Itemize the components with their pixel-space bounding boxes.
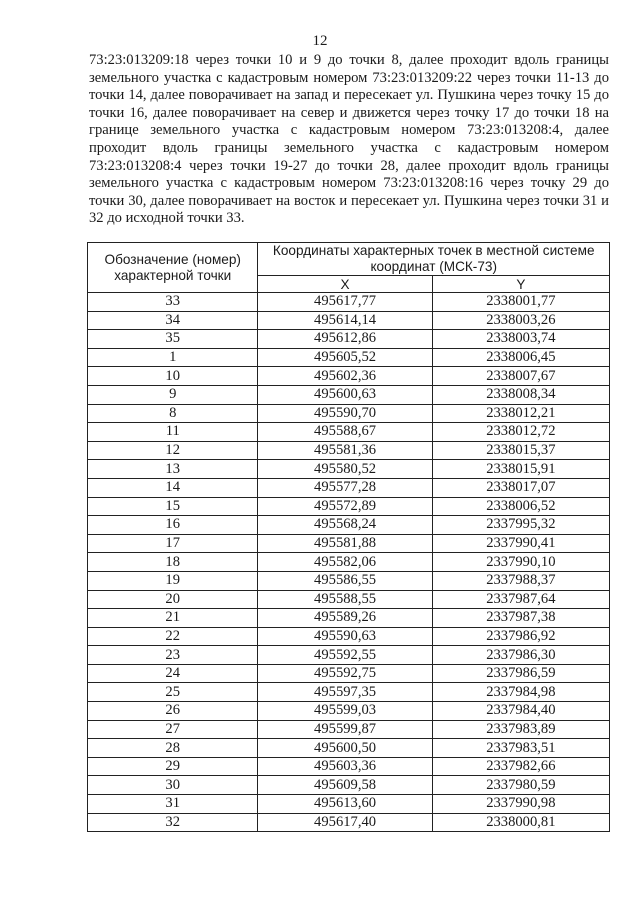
header-y: Y [432, 276, 609, 293]
table-row [88, 330, 610, 349]
x-coordinate-cell: 495617,40 [258, 813, 432, 832]
y-coordinate-cell: 2337990,41 [432, 534, 609, 553]
point-number-cell: 10 [88, 367, 258, 386]
table-row [88, 534, 610, 553]
point-number-cell: 13 [88, 460, 258, 479]
y-coordinate-cell: 2337983,89 [432, 720, 609, 739]
point-number-cell: 18 [88, 553, 258, 572]
y-coordinate-cell: 2337986,92 [432, 627, 609, 646]
table-row [88, 293, 610, 312]
point-number-cell: 1 [88, 348, 258, 367]
table-row [88, 776, 610, 795]
table-row [88, 423, 610, 442]
table-row [88, 311, 610, 330]
table-row [88, 460, 610, 479]
table-row [88, 404, 610, 423]
point-number-cell: 21 [88, 609, 258, 628]
x-coordinate-cell: 495588,55 [258, 590, 432, 609]
point-number-cell: 20 [88, 590, 258, 609]
x-coordinate-cell: 495590,70 [258, 404, 432, 423]
x-coordinate-cell: 495580,52 [258, 460, 432, 479]
point-number-cell: 15 [88, 497, 258, 516]
table-row [88, 553, 610, 572]
x-coordinate-cell: 495597,35 [258, 683, 432, 702]
y-coordinate-cell: 2338003,74 [432, 330, 609, 349]
table-row [88, 664, 610, 683]
y-coordinate-cell: 2338006,52 [432, 497, 609, 516]
table-row [88, 441, 610, 460]
x-coordinate-cell: 495589,26 [258, 609, 432, 628]
y-coordinate-cell: 2337995,32 [432, 516, 609, 535]
point-number-cell: 27 [88, 720, 258, 739]
x-coordinate-cell: 495600,50 [258, 739, 432, 758]
point-number-cell: 14 [88, 478, 258, 497]
y-coordinate-cell: 2337982,66 [432, 757, 609, 776]
y-coordinate-cell: 2338012,72 [432, 423, 609, 442]
table-row [88, 516, 610, 535]
table-row [88, 627, 610, 646]
y-coordinate-cell: 2338007,67 [432, 367, 609, 386]
table-row [88, 813, 610, 832]
x-coordinate-cell: 495592,75 [258, 664, 432, 683]
x-coordinate-cell: 495612,86 [258, 330, 432, 349]
x-coordinate-cell: 495617,77 [258, 293, 432, 312]
table-row [88, 646, 610, 665]
y-coordinate-cell: 2337986,30 [432, 646, 609, 665]
point-number-cell: 29 [88, 757, 258, 776]
x-coordinate-cell: 495613,60 [258, 795, 432, 814]
table-row [88, 739, 610, 758]
table-row [88, 571, 610, 590]
point-number-cell: 19 [88, 571, 258, 590]
x-coordinate-cell: 495605,52 [258, 348, 432, 367]
y-coordinate-cell: 2338012,21 [432, 404, 609, 423]
x-coordinate-cell: 495599,03 [258, 702, 432, 721]
point-number-cell: 33 [88, 293, 258, 312]
point-number-cell: 12 [88, 441, 258, 460]
table-row [88, 497, 610, 516]
y-coordinate-cell: 2337987,64 [432, 590, 609, 609]
x-coordinate-cell: 495590,63 [258, 627, 432, 646]
x-coordinate-cell: 495572,89 [258, 497, 432, 516]
table-row [88, 702, 610, 721]
point-number-cell: 34 [88, 311, 258, 330]
y-coordinate-cell: 2338003,26 [432, 311, 609, 330]
table-row [88, 478, 610, 497]
x-coordinate-cell: 495581,88 [258, 534, 432, 553]
coordinates-table-body [88, 293, 610, 832]
y-coordinate-cell: 2337983,51 [432, 739, 609, 758]
x-coordinate-cell: 495609,58 [258, 776, 432, 795]
y-coordinate-cell: 2337988,37 [432, 571, 609, 590]
x-coordinate-cell: 495600,63 [258, 385, 432, 404]
table-row [88, 609, 610, 628]
table-row [88, 795, 610, 814]
point-number-cell: 8 [88, 404, 258, 423]
x-coordinate-cell: 495586,55 [258, 571, 432, 590]
y-coordinate-cell: 2338000,81 [432, 813, 609, 832]
x-coordinate-cell: 495588,67 [258, 423, 432, 442]
point-number-cell: 16 [88, 516, 258, 535]
table-row [88, 385, 610, 404]
y-coordinate-cell: 2338008,34 [432, 385, 609, 404]
x-coordinate-cell: 495581,36 [258, 441, 432, 460]
header-point-id: Обозначение (номер) характерной точки [88, 243, 258, 293]
y-coordinate-cell: 2337986,59 [432, 664, 609, 683]
y-coordinate-cell: 2337984,98 [432, 683, 609, 702]
point-number-cell: 24 [88, 664, 258, 683]
header-coordinates: Координаты характерных точек в местной системе координат (МСК-73) [258, 243, 610, 276]
x-coordinate-cell: 495614,14 [258, 311, 432, 330]
header-x: X [258, 276, 432, 293]
x-coordinate-cell: 495582,06 [258, 553, 432, 572]
x-coordinate-cell: 495568,24 [258, 516, 432, 535]
x-coordinate-cell: 495603,36 [258, 757, 432, 776]
x-coordinate-cell: 495592,55 [258, 646, 432, 665]
point-number-cell: 35 [88, 330, 258, 349]
y-coordinate-cell: 2337984,40 [432, 702, 609, 721]
point-number-cell: 25 [88, 683, 258, 702]
y-coordinate-cell: 2338017,07 [432, 478, 609, 497]
table-row [88, 348, 610, 367]
table-row [88, 683, 610, 702]
point-number-cell: 31 [88, 795, 258, 814]
point-number-cell: 26 [88, 702, 258, 721]
y-coordinate-cell: 2338001,77 [432, 293, 609, 312]
page-number: 12 [312, 33, 328, 49]
y-coordinate-cell: 2337990,10 [432, 553, 609, 572]
coordinates-table [87, 242, 610, 832]
x-coordinate-cell: 495577,28 [258, 478, 432, 497]
body-paragraph: 73:23:013209:18 через точки 10 и 9 до точки 8, далее проходит вдоль границы земельного участка с кадастровым номером 73:23:013209:22 через точки 11-13 до точки 14, далее поворачивает на запад и пересекает ул. Пушкина через точку 15 до точки 16, далее поворачивает на север и движется через точку 17 до точки 18 на границе земельного участка с кадастровым номером 73:23:013208:4, далее проходит вдоль границы земельного участка с кадастровым номером 73:23:013208:4 через точки 19-27 до точки 28, далее проходит вдоль границы земельного участка с кадастровым номером 73:23:013208:16 через точку 29 до точки 30, далее поворачивает на восток и пересекает ул. Пушкина через точки 31 и 32 до исходной точки 33. [89, 52, 609, 227]
point-number-cell: 11 [88, 423, 258, 442]
x-coordinate-cell: 495599,87 [258, 720, 432, 739]
point-number-cell: 22 [88, 627, 258, 646]
y-coordinate-cell: 2338015,91 [432, 460, 609, 479]
table-row [88, 367, 610, 386]
point-number-cell: 17 [88, 534, 258, 553]
y-coordinate-cell: 2337987,38 [432, 609, 609, 628]
point-number-cell: 32 [88, 813, 258, 832]
point-number-cell: 28 [88, 739, 258, 758]
x-coordinate-cell: 495602,36 [258, 367, 432, 386]
y-coordinate-cell: 2337980,59 [432, 776, 609, 795]
table-row [88, 757, 610, 776]
y-coordinate-cell: 2338015,37 [432, 441, 609, 460]
table-row [88, 590, 610, 609]
table-row [88, 720, 610, 739]
point-number-cell: 9 [88, 385, 258, 404]
y-coordinate-cell: 2337990,98 [432, 795, 609, 814]
point-number-cell: 23 [88, 646, 258, 665]
point-number-cell: 30 [88, 776, 258, 795]
y-coordinate-cell: 2338006,45 [432, 348, 609, 367]
